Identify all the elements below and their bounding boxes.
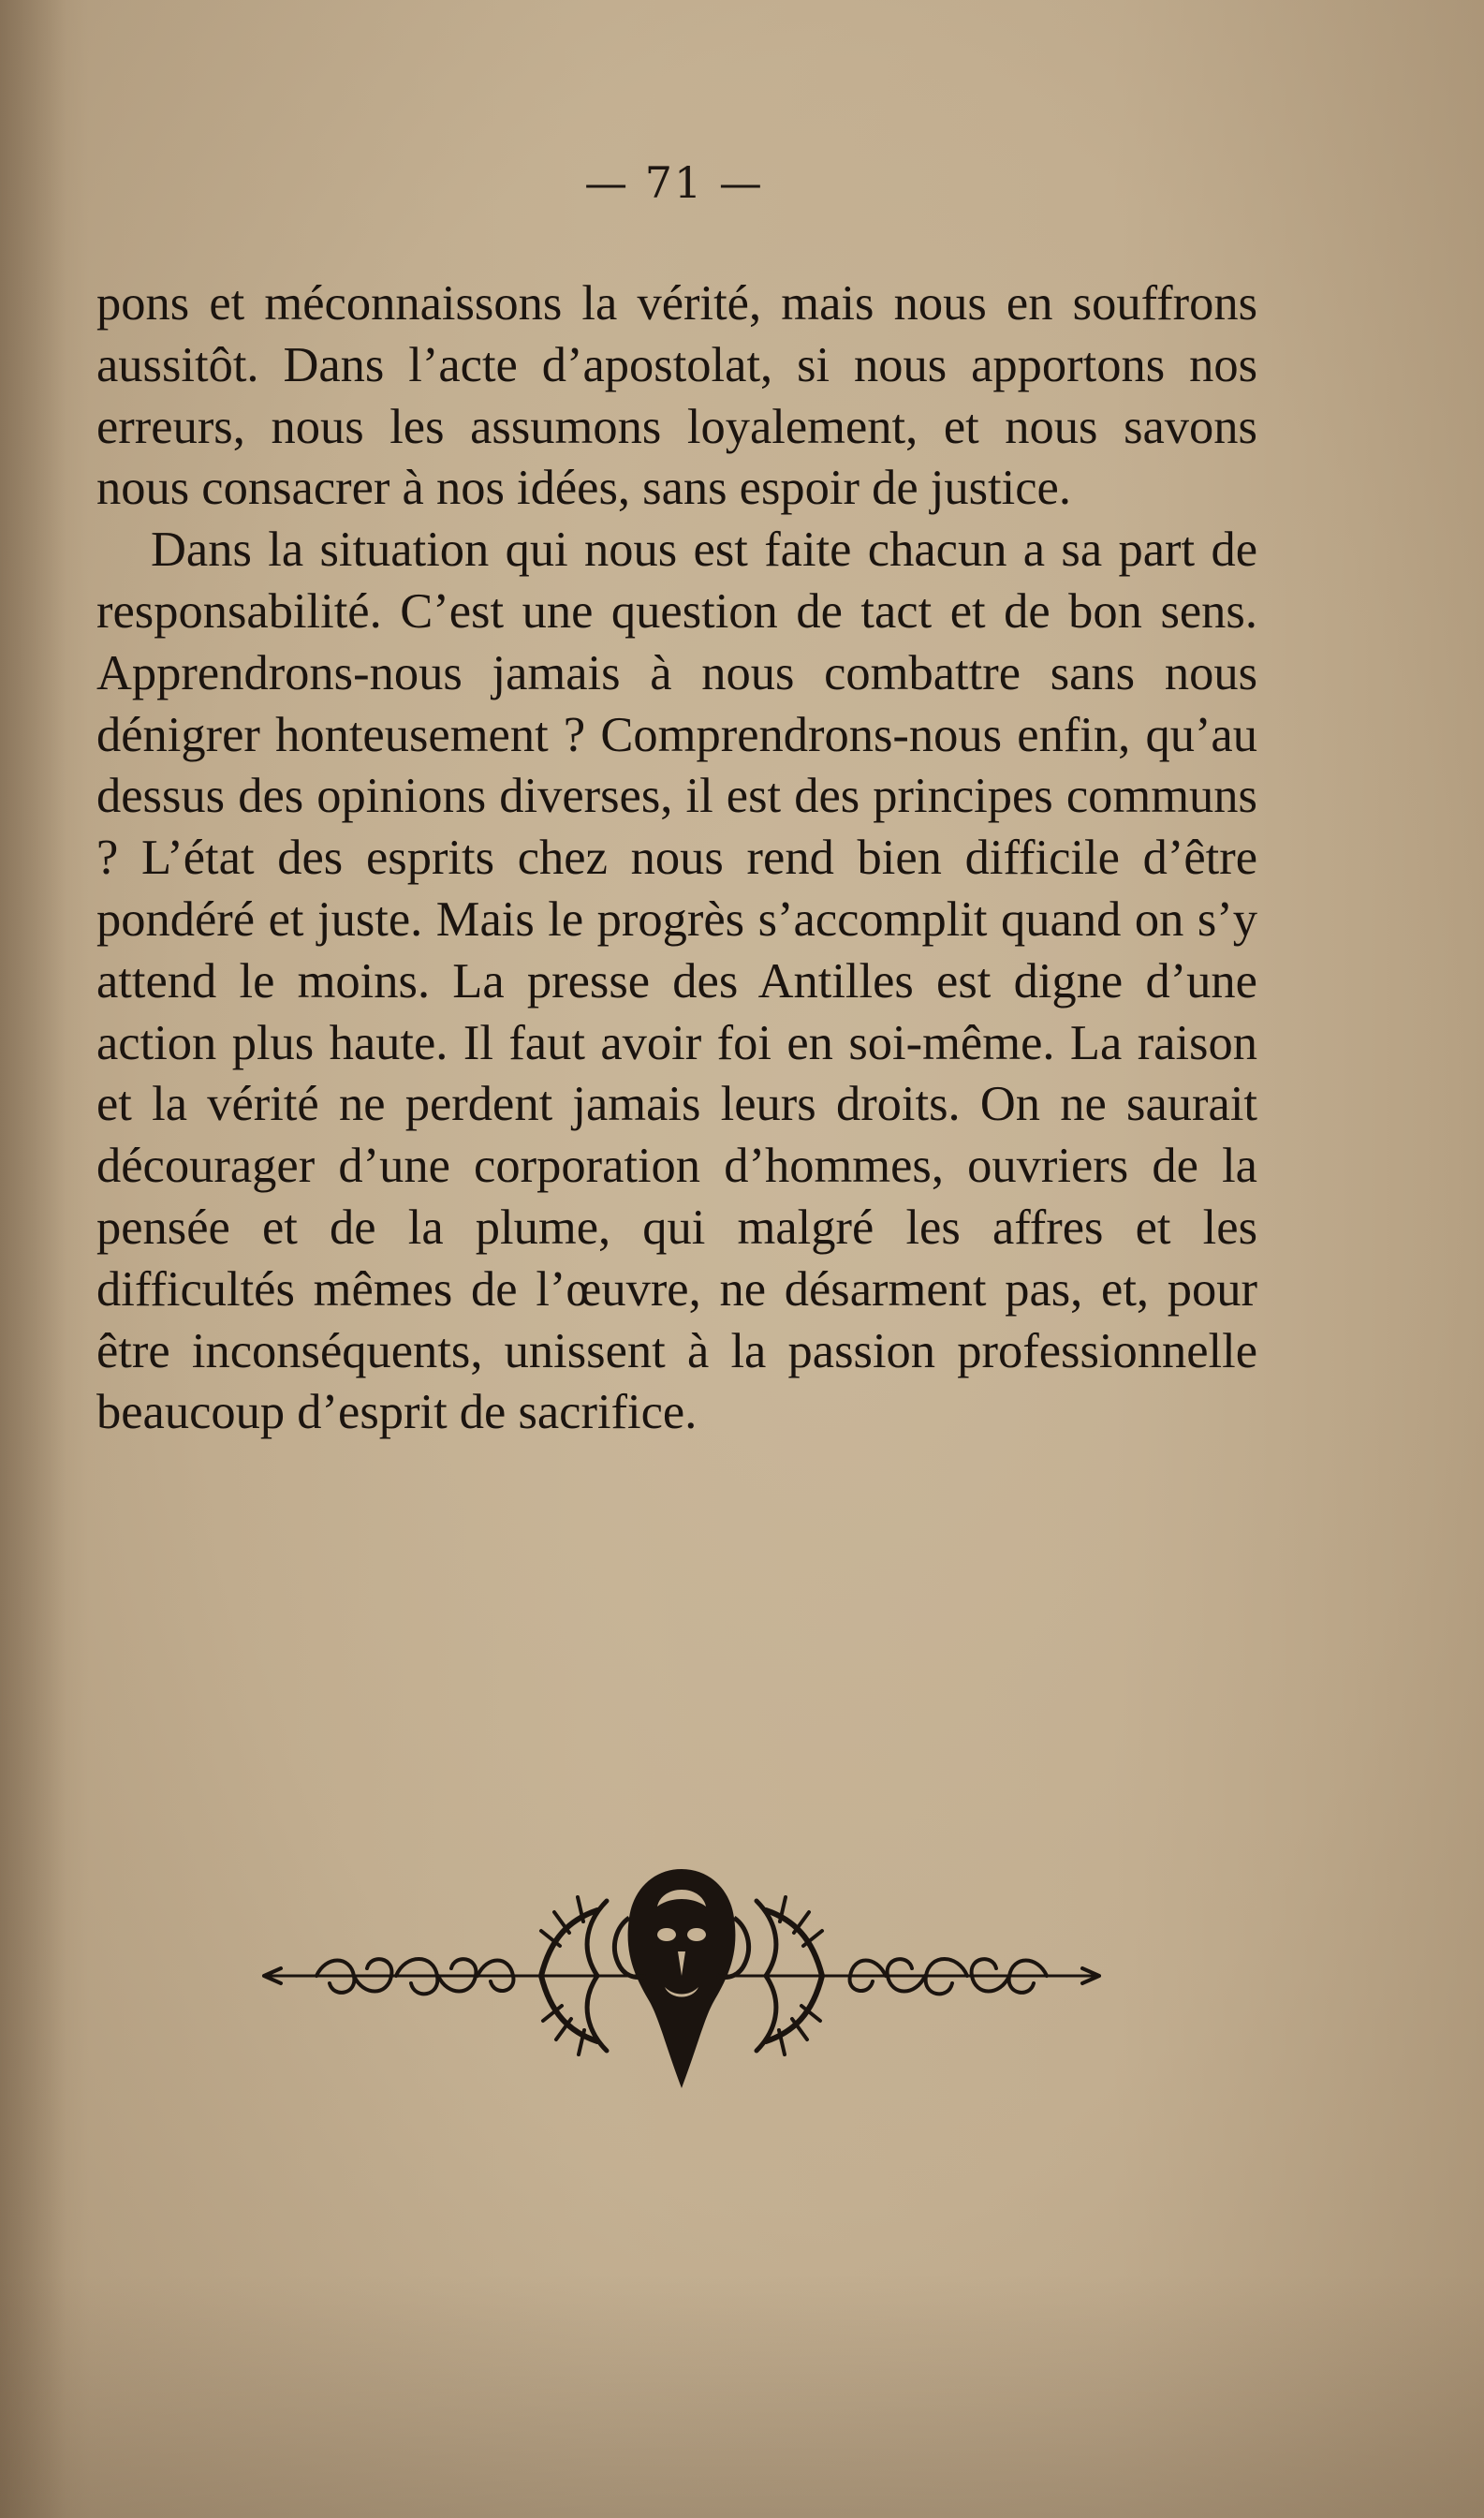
paragraph-2: Dans la situation qui nous est faite chacun a sa part de responsabilité. C’est une question de tact et de bon sens. Apprendrons-nous jamais à nous combattre sans nous dénigrer honteusement ? Comprendrons-nous enfin, qu’au dessus des opinions diverses, il est des principes communs ? L’état des esprits chez nous rend bien difficile d’être pondéré et juste. Mais le progrès s’accomplit quand on s’y attend le moins. La presse des Antilles est digne d’une action plus haute. Il faut avoir foi en soi-même. La raison et la vérité ne perdent jamais leurs droits. On ne saurait décourager d’une corporation d’hommes, ouvriers de la pensée et de la plume, qui malgré les affres et les difficultés mêmes de l’œuvre, ne désarment pas, et, pour être inconséquents, unissent à la passion professionnelle beaucoup d’esprit de sacrifice. [96, 523, 1257, 1440]
page-number: — 71 — [584, 157, 764, 208]
floral-tailpiece-icon [260, 1862, 1103, 2096]
body-text [96, 273, 1257, 1444]
paragraph-1: pons et méconnaissons la vérité, mais nous en souffrons aussitôt. Dans l’acte d’apostolat, si nous apportons nos erreurs, nous les assumons loyalement, et nous savons nous consacrer à nos idées, sans espoir de justice. [96, 276, 1257, 516]
